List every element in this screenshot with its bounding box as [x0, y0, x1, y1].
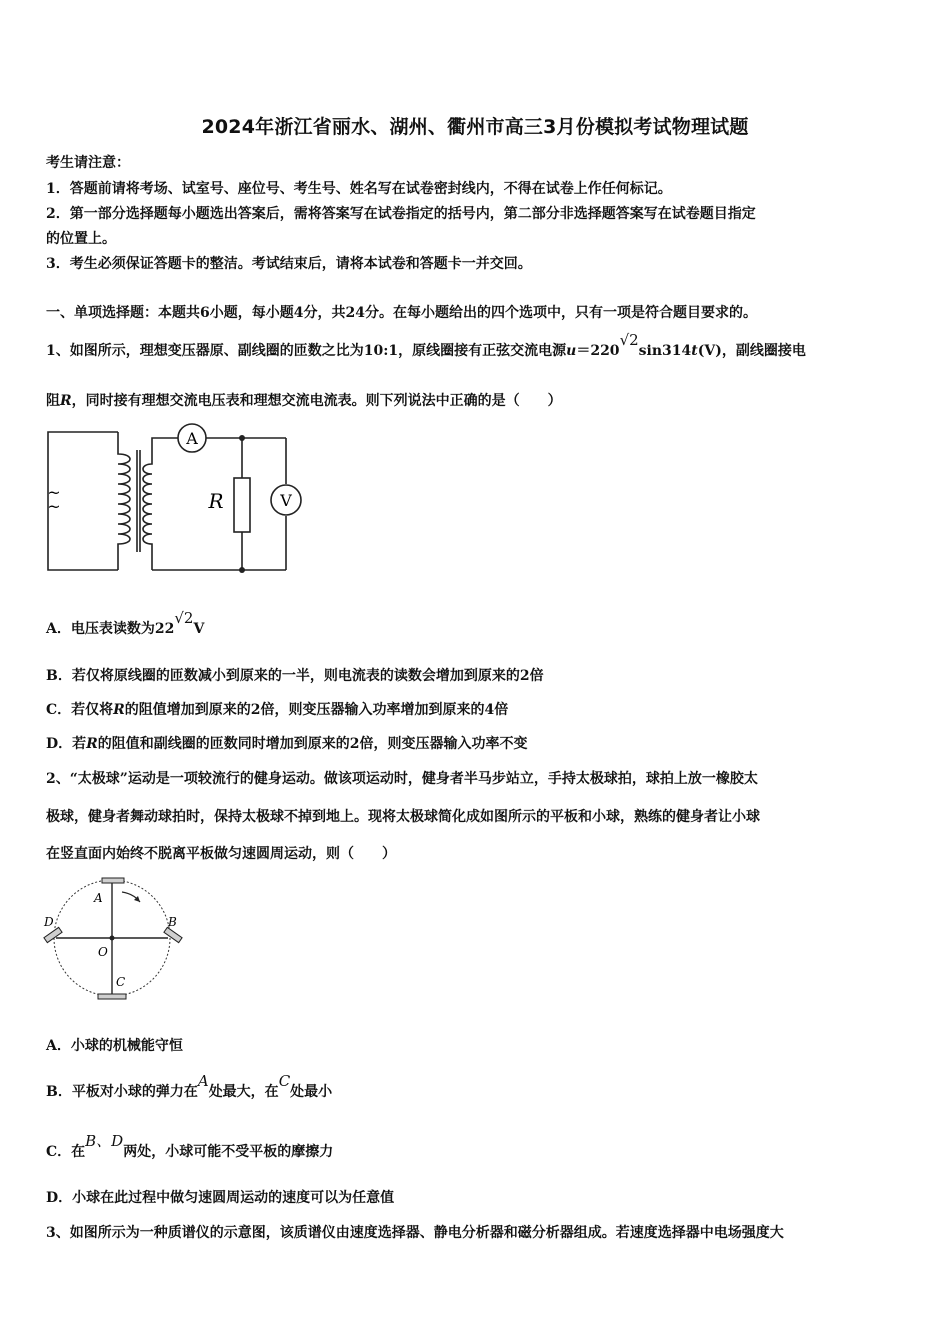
plate-bottom: [98, 994, 126, 999]
q1-sqrt: √2: [619, 331, 639, 349]
q2-stem-line3: 在竖直面内始终不脱离平板做匀速圆周运动，则（ ）: [46, 846, 396, 862]
q1-text: ，同时接有理想交流电压表和理想交流电流表。则下列说法中正确的是（ ）: [71, 393, 562, 409]
q2-option-c-text: 两处，小球可能不受平板的摩擦力: [123, 1144, 334, 1160]
notice-item: 3．考生必须保证答题卡的整洁。考试结束后，请将本试卷和答题卡一并交回。: [46, 256, 532, 272]
q2-option-b: [46, 1072, 333, 1101]
q1-option-b: B．若仅将原线圈的匝数减小到原来的一半，则电流表的读数会增加到原来的2倍: [46, 668, 544, 684]
taiji-ball-figure: [40, 874, 190, 1004]
q1-option-c: [46, 699, 508, 719]
q1-text: 1、如图所示，理想变压器原、副线圈的匝数之比为10:1，原线圈接有正弦交流电源: [46, 343, 567, 359]
q1-option-a: [46, 609, 205, 638]
q1-option-d: [46, 733, 528, 753]
q2-option-b-var: A: [197, 1072, 209, 1090]
q1-option-d-text: D．若: [46, 736, 87, 752]
q1-var-u: u: [566, 343, 577, 359]
q2-option-a: A．小球的机械能守恒: [46, 1038, 183, 1054]
plate-left: [44, 927, 62, 942]
label-o: O: [98, 945, 108, 959]
q1-option-c-var: R: [113, 702, 125, 718]
q2-option-b-text: B．平板对小球的弹力在: [46, 1084, 198, 1100]
ac-source-label: ~: [47, 497, 61, 516]
q1-option-d-text: 的阻值和副线圈的匝数同时增加到原来的2倍，则变压器输入功率不变: [97, 736, 528, 752]
q1-option-c-text: C．若仅将: [46, 702, 114, 718]
q1-eq: ＝220: [576, 343, 620, 359]
resistor-label: R: [208, 489, 224, 513]
ammeter-label: A: [186, 429, 198, 448]
q1-option-a-sqrt: √2: [174, 609, 194, 627]
plate-top: [102, 878, 124, 883]
junction-dot: [239, 567, 245, 573]
q1-stem-line1: [46, 331, 806, 360]
q1-var-r: R: [60, 393, 72, 409]
q1-option-a-unit: V: [193, 621, 205, 637]
q1-option-a-text: A．电压表读数为22: [46, 621, 175, 637]
q2-option-b-text: 处最大，在: [208, 1084, 279, 1100]
q1-stem-line2: [46, 390, 562, 410]
notice-item: 的位置上。: [46, 231, 116, 247]
notice-heading: 考生请注意：: [46, 155, 130, 171]
notice-item: 1．答题前请将考场、试室号、座位号、考生号、姓名写在试卷密封线内，不得在试卷上作任何标记。: [46, 181, 672, 197]
q2-stem-line1: 2、“太极球”运动是一项较流行的健身运动。做该项运动时，健身者半马步站立，手持太极球拍，球拍上放一橡胶太: [46, 771, 758, 787]
q2-stem-line2: 极球，健身者舞动球拍时，保持太极球不掉到地上。现将太极球简化成如图所示的平板和小球，熟练的健身者让小球: [46, 809, 760, 825]
secondary-coil: [143, 440, 152, 570]
notice-item: 2．第一部分选择题每小题选出答案后，需将答案写在试卷指定的括号内，第二部分非选择题答案写在试卷题目指定: [46, 206, 756, 222]
q3-stem-line1: 3、如图所示为一种质谱仪的示意图，该质谱仪由速度选择器、静电分析器和磁分析器组成。若速度选择器中电场强度大: [46, 1225, 784, 1241]
q2-option-b-text: 处最小: [290, 1084, 333, 1100]
center-dot: [110, 936, 115, 941]
q2-option-b-var: C: [278, 1072, 291, 1090]
primary-coil: [118, 432, 130, 570]
q2-option-c-text: C．在: [46, 1144, 86, 1160]
q1-var-t: t: [691, 343, 698, 359]
resistor-symbol: [234, 478, 250, 532]
section-heading: 一、单项选择题：本题共6小题，每小题4分，共24分。在每小题给出的四个选项中，只有一项是符合题目要求的。: [46, 305, 757, 321]
label-c: C: [116, 975, 126, 989]
voltmeter-label: V: [280, 491, 292, 510]
q2-option-d: D．小球在此过程中做匀速圆周运动的速度可以为任意值: [46, 1190, 395, 1206]
page-title: 2024年浙江省丽水、湖州、衢州市高三3月份模拟考试物理试题: [201, 116, 749, 138]
q1-option-d-var: R: [86, 736, 98, 752]
plate-right: [164, 927, 182, 942]
label-d: D: [44, 915, 54, 929]
q1-text-tail: (V)，副线圈接电: [697, 343, 806, 359]
junction-dot: [239, 435, 245, 441]
q2-option-c: [46, 1132, 334, 1161]
q2-option-c-var: B、D: [85, 1132, 124, 1150]
q1-text: 阻: [46, 393, 60, 409]
label-a: A: [94, 891, 103, 905]
q1-sin: sin314: [638, 343, 692, 359]
ac-source-label: ~: [47, 483, 61, 502]
q1-option-c-text: 的阻值增加到原来的2倍，则变压器输入功率增加到原来的4倍: [124, 702, 509, 718]
transformer-circuit-figure: [44, 420, 304, 580]
secondary-wire: [152, 438, 178, 440]
label-b: B: [168, 915, 177, 929]
